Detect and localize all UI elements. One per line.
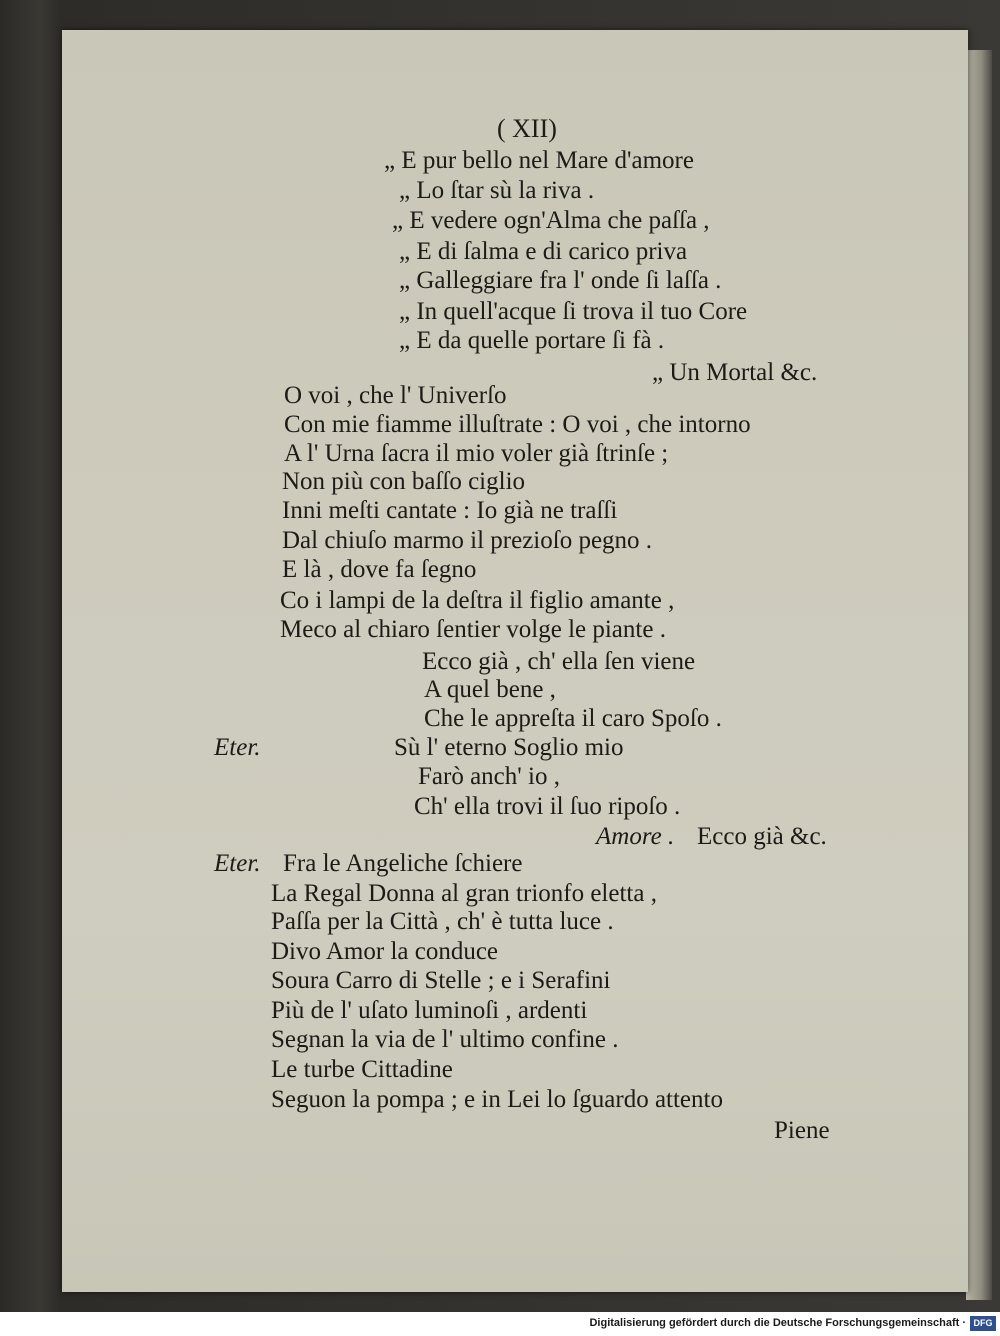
text-line: „ E da quelle portare ſi fà .	[399, 327, 665, 354]
speaker-label: Eter.	[214, 850, 261, 877]
funding-credit: Digitalisierung gefördert durch die Deutsche Forschungsgemeinschaft ·	[589, 1317, 966, 1329]
text-line: Ecco già &c.	[697, 823, 827, 850]
text-line: Segnan la via de l' ultimo confine .	[271, 1026, 619, 1053]
text-line: „ Lo ſtar sù la riva .	[399, 177, 595, 204]
page-number-header: ( XII)	[497, 114, 557, 143]
text-line: O voi , che l' Univerſo	[284, 382, 507, 409]
text-line: Meco al chiaro ſentier volge le piante .	[280, 616, 666, 643]
text-line: E là , dove fa ſegno	[282, 556, 477, 583]
dfg-logo: DFG	[970, 1316, 996, 1331]
text-line: A quel bene ,	[424, 676, 556, 703]
text-line: Seguon la pompa ; e in Lei lo ſguardo attento	[271, 1086, 723, 1113]
text-line: A l' Urna ſacra il mio voler già ſtrinſe ;	[284, 440, 669, 467]
text-line: Fra le Angeliche ſchiere	[283, 850, 523, 877]
text-line: Inni meſti cantate : Io già ne traſſi	[282, 497, 618, 524]
text-line: Dal chiuſo marmo il prezioſo pegno .	[282, 527, 653, 554]
text-line: Sù l' eterno Soglio mio	[394, 734, 624, 761]
text-line: „ Un Mortal &c.	[652, 359, 818, 386]
text-line: „ Galleggiare fra l' onde ſi laſſa .	[399, 267, 722, 294]
text-line: Che le appreſta il caro Spoſo .	[424, 705, 722, 732]
text-line: Paſſa per la Città , ch' è tutta luce .	[271, 908, 614, 935]
speaker-label: Amore .	[596, 823, 675, 850]
text-line: La Regal Donna al gran trionfo eletta ,	[271, 880, 657, 907]
catchword: Piene	[774, 1117, 830, 1144]
text-line: Soura Carro di Stelle ; e i Serafini	[271, 967, 611, 994]
text-line: „ E pur bello nel Mare d'amore	[384, 147, 694, 174]
speaker-label: Eter.	[214, 734, 261, 761]
text-line: Ch' ella trovi il ſuo ripoſo .	[414, 793, 681, 820]
text-line: Non più con baſſo ciglio	[282, 468, 526, 495]
text-line: Più de l' uſato luminoſi , ardenti	[271, 997, 588, 1024]
footer-bar	[0, 1312, 1000, 1336]
text-line: Con mie fiamme illuſtrate : O voi , che intorno	[284, 411, 751, 438]
text-line: „ E vedere ogn'Alma che paſſa ,	[392, 207, 710, 234]
text-line: Ecco già , ch' ella ſen viene	[422, 648, 696, 675]
text-line: Farò anch' io ,	[418, 763, 560, 790]
text-line: Co i lampi de la deſtra il figlio amante ,	[280, 587, 675, 614]
text-line: „ In quell'acque ſi trova il tuo Core	[399, 298, 748, 325]
text-line: „ E di ſalma e di carico priva	[399, 238, 688, 265]
facing-page-edge	[966, 50, 992, 1300]
text-line: Divo Amor la conduce	[271, 938, 499, 965]
text-line: Le turbe Cittadine	[271, 1056, 453, 1083]
